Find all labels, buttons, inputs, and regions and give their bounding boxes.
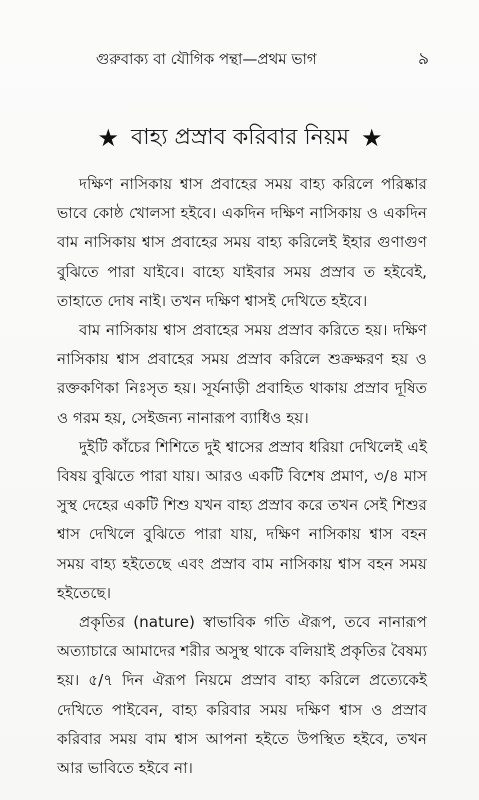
paragraph: প্রকৃতির (nature) স্বাভাবিক গতি ঐরূপ, তবে নানারূপ অত্যাচারে আমাদের শরীর অসুস্থ থাকে বলিয়াই প্রকৃতির বৈষম্য হয়। ৫/৭ দিন ঐরূপ নিয়মে প্রস্রাব বাহ্য করিলে প্রত্যেকেই দেখিতে পাইবেন, বাহ্য করিবার সময় দক্ষিণ শ্বাস ও প্রস্রাব করিবার সময় বাম শ্বাস আপনা হইতে উপস্থিত হইবে, তখন আর ভাবিতে হইবে না। bbox=[57, 613, 427, 778]
section-title: বাহ্য প্রস্রাব করিবার নিয়ম bbox=[130, 125, 349, 150]
running-header bbox=[0, 46, 479, 72]
star-icon: ★ bbox=[97, 124, 119, 152]
running-title: গুরুবাক্য বা যৌগিক পন্থা—প্রথম ভাগ bbox=[96, 50, 317, 68]
body-text bbox=[57, 170, 427, 783]
paragraph: দুইটি কাঁচের শিশিতে দুই শ্বাসের প্রস্রাব ধরিয়া দেখিলেই এই বিষয় বুঝিতে পারা যায়। আরও একটি বিশেষ প্রমাণ, ৩/৪ মাস সুস্থ দেহের একটি শিশু যখন বাহ্য প্রস্রাব করে তখন সেই শিশুর শ্বাস দেখিলে বুঝিতে পারা যায়, দক্ষিণ নাসিকায় শ্বাস বহন সময় বাহ্য হইতেছে এবং প্রস্রাব বাম নাসিকায় শ্বাস বহন সময় হইতেছে। bbox=[57, 437, 427, 602]
star-icon: ★ bbox=[361, 124, 383, 152]
paragraph: বাম নাসিকায় শ্বাস প্রবাহের সময় প্রস্রাব করিতে হয়। দক্ষিণ নাসিকায় শ্বাস প্রবাহের সময় প্রস্রাব করিলে শুক্রক্ষরণ হয় ও রক্তকণিকা নিঃসৃত হয়। সূর্যনাড়ী প্রবাহিত থাকায় প্রস্রাব দূষিত ও গরম হয়, সেইজন্য নানারূপ ব্যাধিও হয়। bbox=[57, 321, 427, 427]
section-heading bbox=[30, 118, 450, 158]
paragraph: দক্ষিণ নাসিকায় শ্বাস প্রবাহের সময় বাহ্য করিলে পরিষ্কার ভাবে কোষ্ঠ খোলসা হইবে। একদিন দক্ষিণ নাসিকায় ও একদিন বাম নাসিকায় শ্বাস প্রবাহের সময় বাহ্য করিলেই ইহার গুণাগুণ বুঝিতে পারা যাইবে। বাহ্যে যাইবার সময় প্রস্রাব ত হইবেই, তাহাতে দোষ নাই। তখন দক্ষিণ শ্বাসই দেখিতে হইবে। bbox=[57, 175, 427, 310]
page-number: ৯ bbox=[417, 49, 429, 69]
